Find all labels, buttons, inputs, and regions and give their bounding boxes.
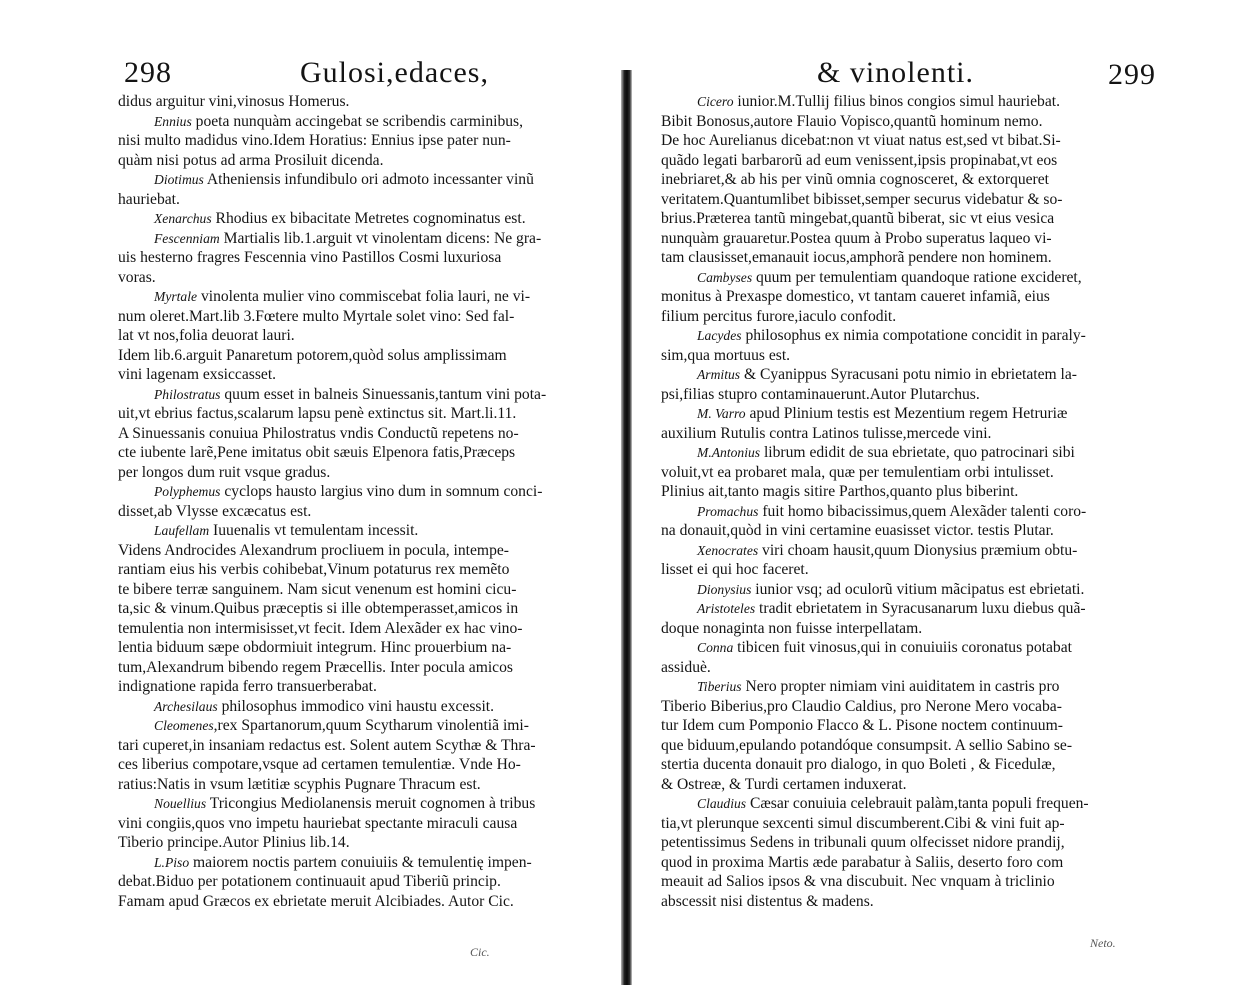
right-page-text <box>661 92 1191 911</box>
line-text: na donauit,quòd in vini certamine euasisset victor. testis Plutar. <box>661 522 1054 539</box>
entry-name: Cicero <box>697 94 734 109</box>
line-text: lat vt nos,folia deuorat lauri. <box>118 327 295 344</box>
line-text: Idem lib.6.arguit Panaretum potorem,quòd solus amplissimam <box>118 346 507 364</box>
entry-name: Nouellius <box>154 796 207 811</box>
text-line <box>661 190 1191 210</box>
line-text: Famam apud Græcos ex ebrietate meruit Alcibiades. Autor Cic. <box>118 892 514 910</box>
line-text: Rhodius ex bibacitate Metretes cognominatus est. <box>211 210 526 227</box>
entry-name: Tiberius <box>697 679 742 694</box>
text-line <box>661 326 1191 346</box>
text-line <box>661 482 1191 502</box>
text-line <box>661 716 1191 736</box>
text-line <box>661 307 1191 327</box>
line-text: monitus à Prexaspe domestico, vt tantam caueret infamiã, eius <box>661 288 1050 305</box>
line-text: ,rex Spartanorum,quum Scytharum vinolentiã imi- <box>213 717 529 734</box>
line-text: Tiberio Biberius,pro Claudio Caldius, pro Nerone Mero vocaba- <box>661 697 1062 715</box>
line-text: Iuuenalis vt temulentam incessit. <box>209 522 419 539</box>
line-text: tibicen fuit vinosus,qui in conuiuiis coronatus potabat <box>733 639 1072 656</box>
line-text: Atheniensis infundibulo ori admoto incessanter vinũ <box>203 171 534 188</box>
entry-name: Myrtale <box>154 289 198 304</box>
line-text: Plinius ait,tanto magis sitire Parthos,quanto plus biberint. <box>661 483 1019 500</box>
line-text: uis hesterno fragres Fescennia vino Pastillos Cosmi luxuriosa <box>118 249 502 266</box>
text-line <box>661 658 1191 678</box>
text-line <box>118 268 623 288</box>
right-page <box>625 0 1250 1000</box>
text-line <box>118 619 623 639</box>
line-text: iunior.M.Tullij filius binos congios simul hauriebat. <box>733 93 1060 110</box>
line-text: ta,sic & vinum.Quibus præceptis si ille obtemperasset,amicos in <box>118 600 519 617</box>
entry-name: Cambyses <box>697 269 753 285</box>
line-text: Cæsar conuiuia celebrauit palàm,tanta populi frequen- <box>746 795 1089 812</box>
text-line <box>661 677 1191 697</box>
line-text: tradit ebrietatem in Syracusanarum luxu diebus quã- <box>755 600 1086 617</box>
line-text: nisi multo madidus vino.Idem Horatius: Ennius ipse pater nun- <box>118 132 511 149</box>
text-line <box>661 775 1191 795</box>
text-line <box>118 560 623 580</box>
line-text: philosophus immodico vini haustu excessit. <box>217 697 495 715</box>
line-text: lentia biduum sæpe obdormiuit integrum. Hinc prouerbium na- <box>118 639 512 656</box>
page-number: 299 <box>1108 58 1156 91</box>
text-line <box>118 502 623 522</box>
text-line <box>118 736 623 756</box>
entry-name: Xenarchus <box>154 211 212 226</box>
line-text: abscessit nisi distentus & madens. <box>661 892 874 910</box>
text-line <box>118 385 623 405</box>
line-text: Videns Androcides Alexandrum procliuem in pocula, intempe- <box>118 541 509 559</box>
line-text: tia,vt plerunque sexcenti simul discumberent.Cibi & vini fuit ap- <box>661 814 1065 832</box>
text-line <box>118 638 623 658</box>
right-page-header <box>625 56 1250 96</box>
entry-name: Lacydes <box>697 328 742 343</box>
text-line <box>661 755 1191 775</box>
line-text: Bibit Bonosus,autore Flauio Vopisco,quantũ hominum nemo. <box>661 112 1043 130</box>
entry-name: Claudius <box>697 796 747 811</box>
text-line <box>661 365 1191 385</box>
text-line <box>118 346 623 366</box>
line-text: quum per temulentiam quandoque ratione excideret, <box>752 268 1082 286</box>
text-line <box>661 794 1191 814</box>
line-text: sim,qua mortuus est. <box>661 346 791 364</box>
text-line <box>661 872 1191 892</box>
line-text: cyclops hausto largius vino dum in somnum conci- <box>220 483 543 500</box>
text-line <box>118 521 623 541</box>
line-text: que biduum,epulando potandóque consumpsit. A sellio Sabino se- <box>661 736 1073 754</box>
entry-name: Xenocrates <box>697 542 759 558</box>
text-line <box>661 463 1191 483</box>
text-line <box>661 560 1191 580</box>
text-line <box>118 677 623 697</box>
line-text: te bibere terræ sanguinem. Nam sicut venenum est homini cicu- <box>118 580 517 598</box>
text-line <box>661 697 1191 717</box>
line-text: quãdo legati barbarorũ ad eum venissent,ipsis propinabat,vt eos <box>661 151 1058 169</box>
line-text: quum esset in balneis Sinuessanis,tantum vini pota- <box>220 385 547 403</box>
text-line <box>118 151 623 171</box>
text-line <box>118 775 623 795</box>
line-text: num oleret.Mart.lib 3.Fœtere multo Myrtale solet vino: Sed fal- <box>118 307 515 325</box>
entry-name: Conna <box>697 640 734 655</box>
line-text: librum edidit de sua ebrietate, quo patrocinari sibi <box>760 444 1075 461</box>
entry-name: Laufellam <box>154 523 210 538</box>
catchword: Neto. <box>1090 936 1116 950</box>
text-line <box>661 151 1191 171</box>
line-text: tari cuperet,in insaniam redactus est. Solent autem Scythæ & Thra- <box>118 736 536 754</box>
line-text: veritatem.Quantumlibet bibisset,semper securus videbatur & so- <box>661 190 1063 208</box>
line-text: brius.Præterea tantũ mingebat,quantũ biberat, sic vt eius vesica <box>661 210 1055 227</box>
line-text: inebriaret,& ab his per vinũ omnia cognosceret, & extorqueret <box>661 171 1049 188</box>
entry-name: Philostratus <box>154 386 221 402</box>
line-text: fuit homo bibacissimus,quem Alexãder talenti coro- <box>758 502 1087 520</box>
text-line <box>118 599 623 619</box>
entry-name: Ennius <box>154 113 192 129</box>
left-page-header <box>0 56 625 96</box>
text-line <box>118 92 623 112</box>
line-text: rantiam eius his verbis cohibebat,Vinum potaturus rex memẽto <box>118 561 510 578</box>
line-text: temulentia non intermisisset,vt fecit. Idem Alexãder ex hac vino- <box>118 619 523 637</box>
line-text: ratius:Natis in vsum lætitiæ scyphis Pugnare Thracum est. <box>118 775 481 793</box>
text-line <box>118 190 623 210</box>
line-text: vini congiis,quos vno impetu hauriebat spectante miraculi causa <box>118 814 518 832</box>
text-line <box>118 326 623 346</box>
line-text: & Cyanippus Syracusani potu nimio in ebrietatem la- <box>740 366 1077 383</box>
line-text: meauit ad Salios ipsos & vna discubuit. Nec vnquam à triclinio <box>661 873 1055 890</box>
text-line <box>118 248 623 268</box>
text-line <box>118 443 623 463</box>
line-text: per longos dum ruit vsque gradus. <box>118 463 331 481</box>
text-line <box>661 853 1191 873</box>
line-text: cte iubente larẽ,Pene imitatus obit sæuis Elpenora fatis,Præceps <box>118 444 516 461</box>
entry-name: L.Piso <box>154 854 190 870</box>
line-text: quod in proxima Martis æde parabatur à Saliis, deserto foro com <box>661 853 1064 871</box>
text-line <box>118 658 623 678</box>
text-line <box>661 814 1191 834</box>
text-line <box>118 463 623 483</box>
text-line <box>661 229 1191 249</box>
line-text: De hoc Aurelianus dicebat:non vt viuat natus est,sed vt bibat.Si- <box>661 132 1061 149</box>
text-line <box>118 307 623 327</box>
text-line <box>118 853 623 873</box>
text-line <box>118 424 623 444</box>
line-text: A Sinuessanis conuiua Philostratus vndis Conductũ repetens no- <box>118 424 519 442</box>
text-line <box>661 502 1191 522</box>
line-text: Tiberio principe.Autor Plinius lib.14. <box>118 834 350 851</box>
text-line <box>661 209 1191 229</box>
line-text: poeta nunquàm accingebat se scribendis carminibus, <box>191 112 524 130</box>
line-text: auxilium Rutulis contra Latinos tulisse,mercede vini. <box>661 424 992 442</box>
text-line <box>118 580 623 600</box>
line-text: debat.Biduo per potationem continuauit apud Tiberiũ princip. <box>118 873 501 890</box>
text-line <box>118 112 623 132</box>
line-text: apud Plinium testis est Mezentium regem Hetruriæ <box>745 405 1068 422</box>
text-line <box>118 404 623 424</box>
line-text: hauriebat. <box>118 190 180 208</box>
text-line <box>661 112 1191 132</box>
text-line <box>118 209 623 229</box>
text-line <box>118 365 623 385</box>
text-line <box>118 287 623 307</box>
line-text: disset,ab Vlysse excæcatus est. <box>118 502 312 520</box>
text-line <box>118 892 623 912</box>
line-text: assiduè. <box>661 658 711 676</box>
text-line <box>118 482 623 502</box>
line-text: maiorem noctis partem conuiuiis & temulentię impen- <box>189 853 532 871</box>
line-text: ces liberius compotare,vsque ad certamen temulentiæ. Vnde Ho- <box>118 756 521 773</box>
text-line <box>118 170 623 190</box>
entry-name: Aristoteles <box>697 601 756 616</box>
line-text: vini lagenam exsiccasset. <box>118 366 277 383</box>
line-text: tam clausisset,emanauit iocus,amphorã pendere non hominem. <box>661 249 1052 266</box>
entry-name: Cleomenes <box>154 718 214 733</box>
page-number: 298 <box>124 56 172 89</box>
text-line <box>661 638 1191 658</box>
line-text: indignatione rapida ferro transuerberabat. <box>118 678 377 695</box>
line-text: Martialis lib.1.arguit vt vinolentam dicens: Ne gra- <box>219 229 542 247</box>
line-text: filium percitus furore,iaculo confodit. <box>661 307 897 325</box>
text-line <box>661 346 1191 366</box>
line-text: uit,vt ebrius factus,scalarum lapsu penè extinctus sit. Mart.li.11. <box>118 405 517 422</box>
text-line <box>661 892 1191 912</box>
text-line <box>661 170 1191 190</box>
text-line <box>661 580 1191 600</box>
line-text: tum,Alexandrum bibendo regem Præcellis. Inter pocula amicos <box>118 658 513 676</box>
text-line <box>118 755 623 775</box>
line-text: psi,filias stupro contaminauerunt.Autor Plutarchus. <box>661 385 980 403</box>
line-text: stertia ducenta donauit pro dialogo, in quo Boleti , & Ficedulæ, <box>661 756 1056 773</box>
line-text: vinolenta mulier vino commiscebat folia lauri, ne vi- <box>197 288 531 305</box>
entry-name: Archesilaus <box>154 698 218 714</box>
left-page-text <box>118 92 623 911</box>
line-text: & Ostreæ, & Turdi certamen induxerat. <box>661 775 907 793</box>
text-line <box>118 541 623 561</box>
text-line <box>118 833 623 853</box>
running-head: Gulosi,edaces, <box>300 56 489 89</box>
text-line <box>118 716 623 736</box>
line-text: nunquàm grauaretur.Postea quum à Probo superatus laqueo vi- <box>661 229 1052 247</box>
text-line <box>118 814 623 834</box>
text-line <box>661 541 1191 561</box>
entry-name: M. Varro <box>697 406 746 421</box>
text-line <box>661 404 1191 424</box>
line-text: Nero propter nimiam vini auiditatem in castris pro <box>741 678 1060 695</box>
entry-name: Promachus <box>697 503 759 519</box>
text-line <box>661 619 1191 639</box>
text-line <box>661 424 1191 444</box>
entry-name: Dionysius <box>697 581 752 597</box>
entry-name: Armitus <box>697 367 741 382</box>
line-text: lisset ei qui hoc faceret. <box>661 561 809 578</box>
line-text: doque nonaginta non fuisse interpellatam. <box>661 619 923 637</box>
line-text: didus arguitur vini,vinosus Homerus. <box>118 93 350 110</box>
text-line <box>661 385 1191 405</box>
running-head: & vinolenti. <box>817 56 974 89</box>
text-line <box>118 872 623 892</box>
text-line <box>661 268 1191 288</box>
text-line <box>118 131 623 151</box>
text-line <box>661 443 1191 463</box>
text-line <box>661 599 1191 619</box>
text-line <box>661 248 1191 268</box>
line-text: voras. <box>118 268 156 286</box>
entry-name: M.Antonius <box>697 445 761 460</box>
line-text: voluit,vt ea probaret mala, quæ per temulentiam orbi intulisset. <box>661 463 1054 481</box>
text-line <box>661 92 1191 112</box>
text-line <box>118 794 623 814</box>
line-text: tur Idem cum Pomponio Flacco & L. Pisone noctem continuum- <box>661 717 1063 734</box>
text-line <box>118 229 623 249</box>
line-text: quàm nisi potus ad arma Prosiluit dicenda. <box>118 151 384 169</box>
line-text: viri choam hausit,quum Dionysius præmium obtu- <box>758 541 1078 559</box>
text-line <box>661 521 1191 541</box>
line-text: Tricongius Mediolanensis meruit cognomen à tribus <box>206 795 536 812</box>
entry-name: Diotimus <box>154 172 204 187</box>
line-text: philosophus ex nimia compotatione concidit in paraly- <box>741 327 1086 344</box>
text-line <box>661 287 1191 307</box>
line-text: petentissimus Sedens in tribunali quum olfecisset nidore prandij, <box>661 834 1065 851</box>
catchword: Cic. <box>470 945 490 959</box>
text-line <box>661 736 1191 756</box>
text-line <box>661 833 1191 853</box>
line-text: iunior vsq; ad oculorũ vitium mãcipatus est ebrietati. <box>751 580 1085 598</box>
text-line <box>118 697 623 717</box>
entry-name: Fescenniam <box>154 230 220 246</box>
text-line <box>661 131 1191 151</box>
entry-name: Polyphemus <box>154 484 221 499</box>
